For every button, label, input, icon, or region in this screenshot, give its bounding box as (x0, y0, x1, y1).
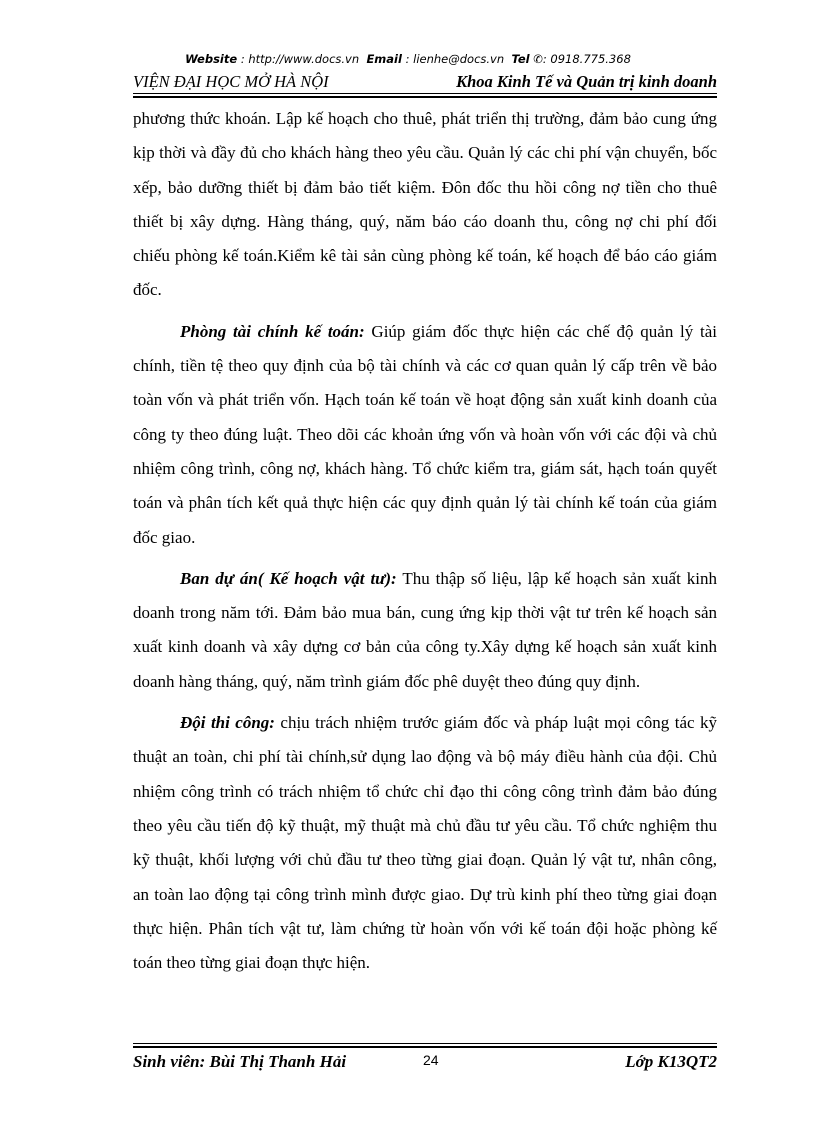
website-value: : http://www.docs.vn (240, 52, 360, 66)
paragraph-text: Thu thập số liệu, lập kế hoạch sản xuất kinh doanh trong năm tới. Đảm bảo mua bán, cung ứng kịp thời vật tư trên kế hoạch sản xuất kinh doanh và xây dựng cơ bản của công ty.Xây dựng kế hoạch sản xuất kinh doanh hàng tháng, quý, năm trình giám đốc phê duyệt theo đúng quy định. (133, 568, 717, 691)
email-label: Email (366, 52, 402, 66)
phone-icon: ✆ (533, 52, 543, 66)
footer-divider-thin (133, 1043, 717, 1044)
paragraph (133, 562, 717, 699)
footer-divider-thick (133, 1046, 717, 1048)
paragraph-heading: Ban dự án( Kế hoạch vật tư): (180, 568, 397, 588)
email-value: : lienhe@docs.vn (405, 52, 505, 66)
paragraph (133, 315, 717, 555)
header-institute: VIỆN ĐẠI HỌC MỞ HÀ NỘI (133, 72, 329, 91)
footer-class: Lớp K13QT2 (625, 1052, 717, 1071)
header-faculty: Khoa Kinh Tế và Quản trị kinh doanh (456, 72, 717, 91)
paragraph (133, 102, 717, 308)
paragraph-text: Giúp giám đốc thực hiện các chế độ quản lý tài chính, tiền tệ theo quy định của bộ tài chính và các cơ quan quản lý cấp trên về bảo toàn vốn và phát triển vốn. Hạch toán kế toán về hoạt động sản xuất kinh doanh của công ty theo đúng luật. Theo dõi các khoản ứng vốn và hoàn vốn với các đội và chủ nhiệm công trình, công nợ, khách hàng. Tổ chức kiểm tra, giám sát, hạch toán quyết toán và phân tích kết quả thực hiện các quy định quản lý tài chính kế toán của giám đốc giao. (133, 321, 717, 547)
paragraph-text: phương thức khoán. Lập kế hoạch cho thuê, phát triển thị trường, đảm bảo cung ứng kịp thời và đầy đủ cho khách hàng theo yêu cầu. Quản lý các chi phí vận chuyển, bốc xếp, bảo dưỡng thiết bị đảm bảo tiết kiệm. Đôn đốc thu hồi công nợ tiền cho thuê thiết bị xây dựng. Hàng tháng, quý, năm báo cáo doanh thu, công nợ chi phí đối chiếu phòng kế toán.Kiểm kê tài sản cùng phòng kế toán, kế hoạch để báo cáo giám đốc. (133, 109, 717, 300)
paragraph-heading: Đội thi công: (180, 713, 275, 733)
website-label: Website (185, 52, 238, 66)
paragraph-heading: Phòng tài chính kế toán: (180, 321, 365, 341)
page-number: 24 (423, 1052, 439, 1068)
paragraph-text: chịu trách nhiệm trước giám đốc và pháp luật mọi công tác kỹ thuật an toàn, chi phí tài chính,sử dụng lao động và bộ máy điều hành của đội. Chủ nhiệm công trình có trách nhiệm tổ chức chỉ đạo thi công công trình đảm bảo đúng theo yêu cầu tiến độ kỹ thuật, mỹ thuật mà chủ đầu tư yêu cầu. Tổ chức nghiệm thu kỹ thuật, khối lượng với chủ đầu tư theo từng giai đoạn. Quản lý vật tư, nhân công, an toàn lao động tại công trình mình được giao. Dự trù kinh phí theo từng giai đoạn thực hiện. Phân tích vật tư, làm chứng từ hoàn vốn với kế toán đội hoặc phòng kế toán theo từng giai đoạn thực hiện. (133, 713, 718, 973)
website-banner (0, 52, 816, 66)
tel-value: : 0918.775.368 (542, 52, 631, 66)
footer-student: Sinh viên: Bùi Thị Thanh Hải (133, 1052, 347, 1071)
paragraph (133, 706, 717, 980)
header-divider-thick (133, 96, 717, 98)
tel-label: Tel (511, 52, 530, 66)
document-body (133, 102, 717, 987)
header-divider-thin (133, 93, 717, 94)
page-footer (133, 1052, 717, 1076)
